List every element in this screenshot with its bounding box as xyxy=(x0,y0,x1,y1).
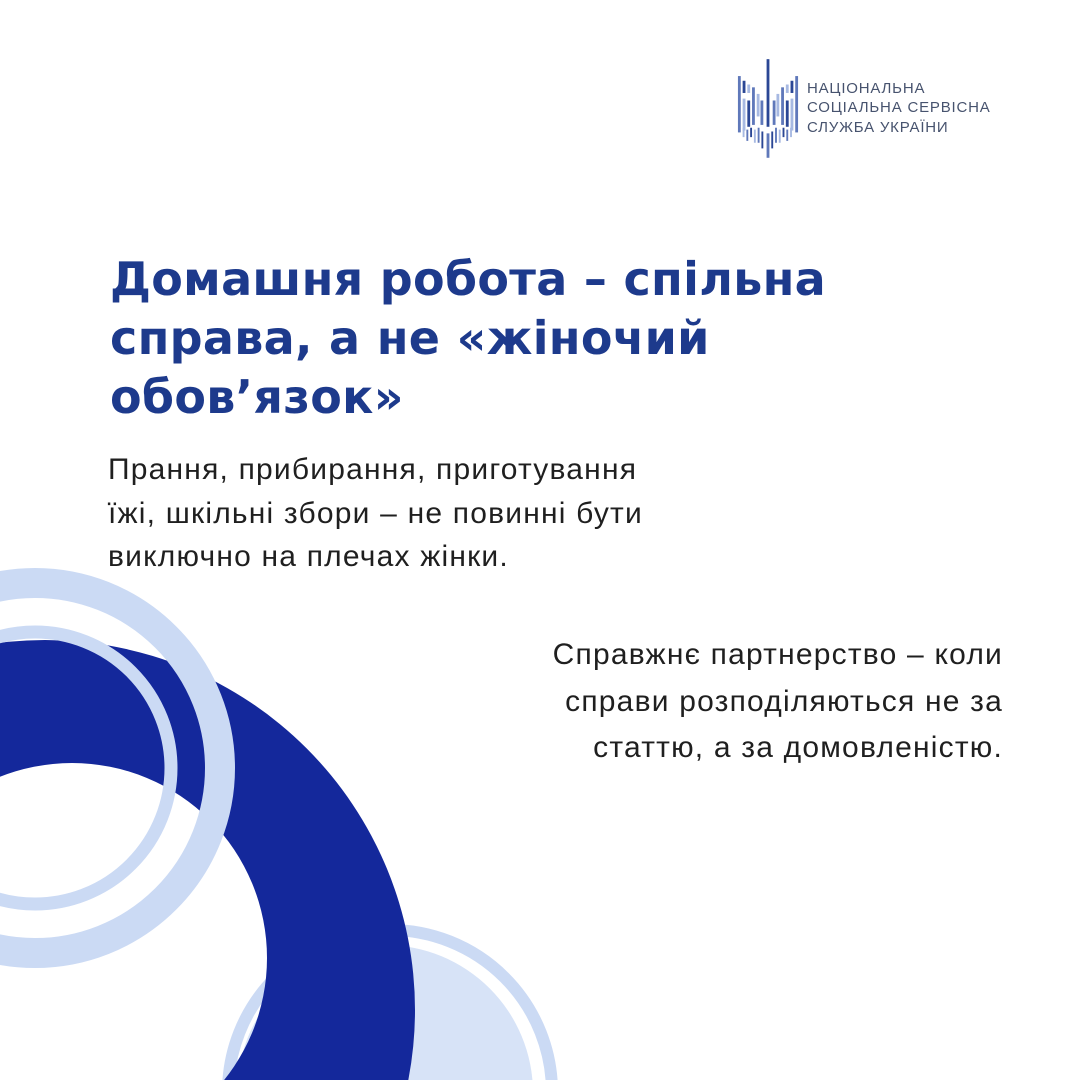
body-paragraph-1-line-2: їжі, шкільні збори – не повинні бути xyxy=(108,496,643,530)
org-name xyxy=(807,79,991,138)
body-paragraph-2-line-3: статтю, а за домовленістю. xyxy=(593,731,1003,764)
body-paragraph-1-line-1: Прання, прибирання, приготування xyxy=(108,453,638,486)
body-paragraph-1 xyxy=(108,448,643,579)
headline xyxy=(110,250,826,427)
body-paragraph-1-line-3: виключно на плечах жінки. xyxy=(108,540,509,573)
org-name-line-3: СЛУЖБА УКРАЇНИ xyxy=(807,118,949,136)
body-paragraph-2-line-2: справи розподіляються не за xyxy=(565,684,1003,718)
headline-line-3: обов’язок» xyxy=(110,370,404,424)
headline-line-1: Домашня робота – спільна xyxy=(110,252,826,306)
org-logo xyxy=(737,54,991,162)
headline-line-2: справа, а не «жіночий xyxy=(110,311,710,365)
tryzub-logo-icon xyxy=(737,54,799,162)
body-paragraph-2-line-1: Справжнє партнерство – коли xyxy=(552,638,1003,671)
org-name-line-1: НАЦІОНАЛЬНА xyxy=(807,79,926,97)
body-paragraph-2 xyxy=(553,632,1003,772)
org-name-line-2: СОЦІАЛЬНА СЕРВІСНА xyxy=(807,99,991,117)
